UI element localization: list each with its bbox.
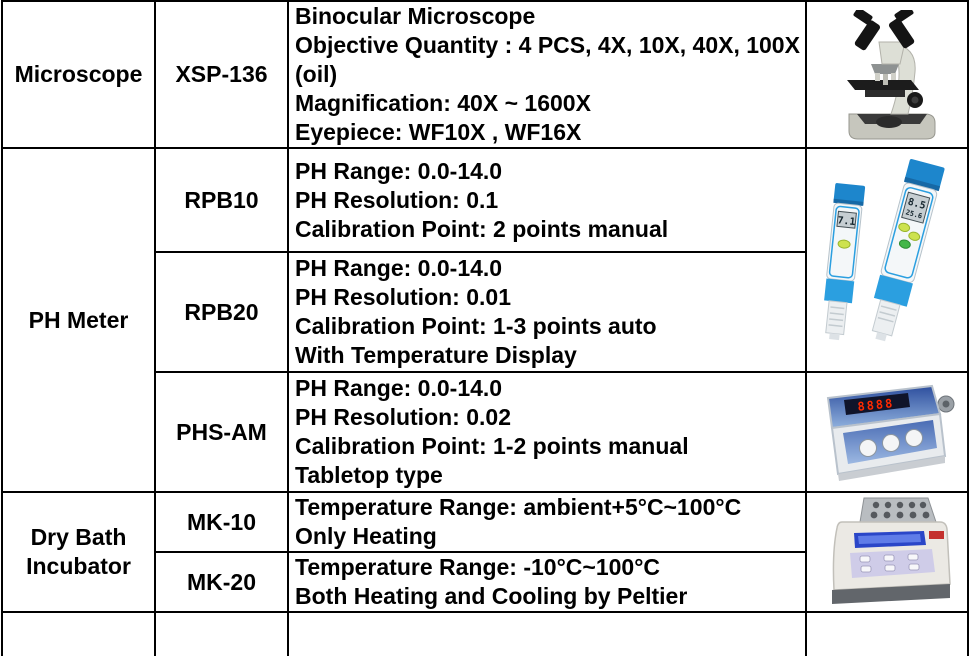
specs-cell	[288, 372, 806, 492]
specs-cell	[288, 552, 806, 612]
spec-line: PH Resolution: 0.01	[295, 284, 511, 310]
microscope-head	[879, 42, 905, 64]
spec-line: With Temperature Display	[295, 342, 577, 368]
pen-type-ph-meters-image	[811, 158, 963, 362]
incubator-logo	[929, 531, 944, 539]
category-cell: Dry Bath Incubator	[2, 492, 155, 612]
specs-cell	[288, 492, 806, 552]
spec-line: Calibration Point: 1-3 points auto	[295, 313, 657, 339]
specs-cell	[288, 1, 806, 148]
spec-line: PH Range: 0.0-14.0	[295, 255, 503, 281]
model-cell: MK-20	[155, 552, 288, 612]
microscope-base	[849, 114, 935, 139]
table-row	[2, 492, 968, 552]
ph-pen-large	[863, 159, 945, 345]
model-cell: PHS-AM	[155, 372, 288, 492]
spec-line: Only Heating	[295, 523, 437, 549]
spec-line: (oil)	[295, 61, 338, 87]
ph-pen-large-lcd-ph: 8.5	[906, 196, 927, 212]
ph-pen-large-lcd-temp: 25.6	[904, 208, 924, 221]
table-row	[2, 1, 968, 148]
heating-block	[860, 498, 936, 522]
dry-bath-incubator-image	[812, 496, 962, 608]
category-cell: Microscope	[2, 1, 155, 148]
photo-cell	[806, 1, 968, 148]
photo-cell	[806, 492, 968, 612]
spec-line: PH Resolution: 0.1	[295, 186, 499, 213]
photo-cell	[806, 372, 968, 492]
spec-line: Tabletop type	[295, 462, 443, 488]
photo-cell	[806, 148, 968, 372]
spec-line: Eyepiece: WF10X , WF16X	[295, 119, 582, 145]
spec-line: Binocular Microscope	[295, 3, 536, 29]
spec-line: Temperature Range: ambient+5°C~100°C	[295, 494, 742, 520]
model-cell: RPB20	[155, 252, 288, 372]
table-row-partial	[2, 612, 968, 656]
spec-line: Objective Quantity : 4 PCS, 4X, 10X, 40X, 100X	[295, 32, 800, 58]
empty-cell	[806, 612, 968, 656]
tabletop-ph-meter-image	[812, 376, 962, 488]
empty-cell	[155, 612, 288, 656]
model-cell: XSP-136	[155, 1, 288, 148]
model-cell: MK-10	[155, 492, 288, 552]
category-cell: PH Meter	[2, 148, 155, 492]
spec-line: PH Range: 0.0-14.0	[295, 375, 503, 401]
spec-line: Calibration Point: 2 points manual	[295, 215, 669, 242]
spec-line: Calibration Point: 1-2 points manual	[295, 433, 689, 459]
table-row	[2, 148, 968, 252]
ph-pen-small	[819, 183, 865, 341]
spec-line: Both Heating and Cooling by Peltier	[295, 583, 688, 609]
binocular-microscope-image	[825, 10, 949, 140]
spec-line: Magnification: 40X ~ 1600X	[295, 90, 591, 116]
spec-line: PH Range: 0.0-14.0	[295, 157, 503, 184]
specs-cell	[288, 252, 806, 372]
specs-cell	[288, 148, 806, 252]
ph-pen-small-lcd-value: 7.1	[836, 215, 856, 229]
empty-cell	[288, 612, 806, 656]
meter-led-digits: 8888	[856, 396, 895, 414]
product-spec-table	[1, 0, 969, 656]
model-cell: RPB10	[155, 148, 288, 252]
spec-line: PH Resolution: 0.02	[295, 404, 511, 430]
spec-line: Temperature Range: -10°C~100°C	[295, 554, 661, 580]
empty-cell	[2, 612, 155, 656]
